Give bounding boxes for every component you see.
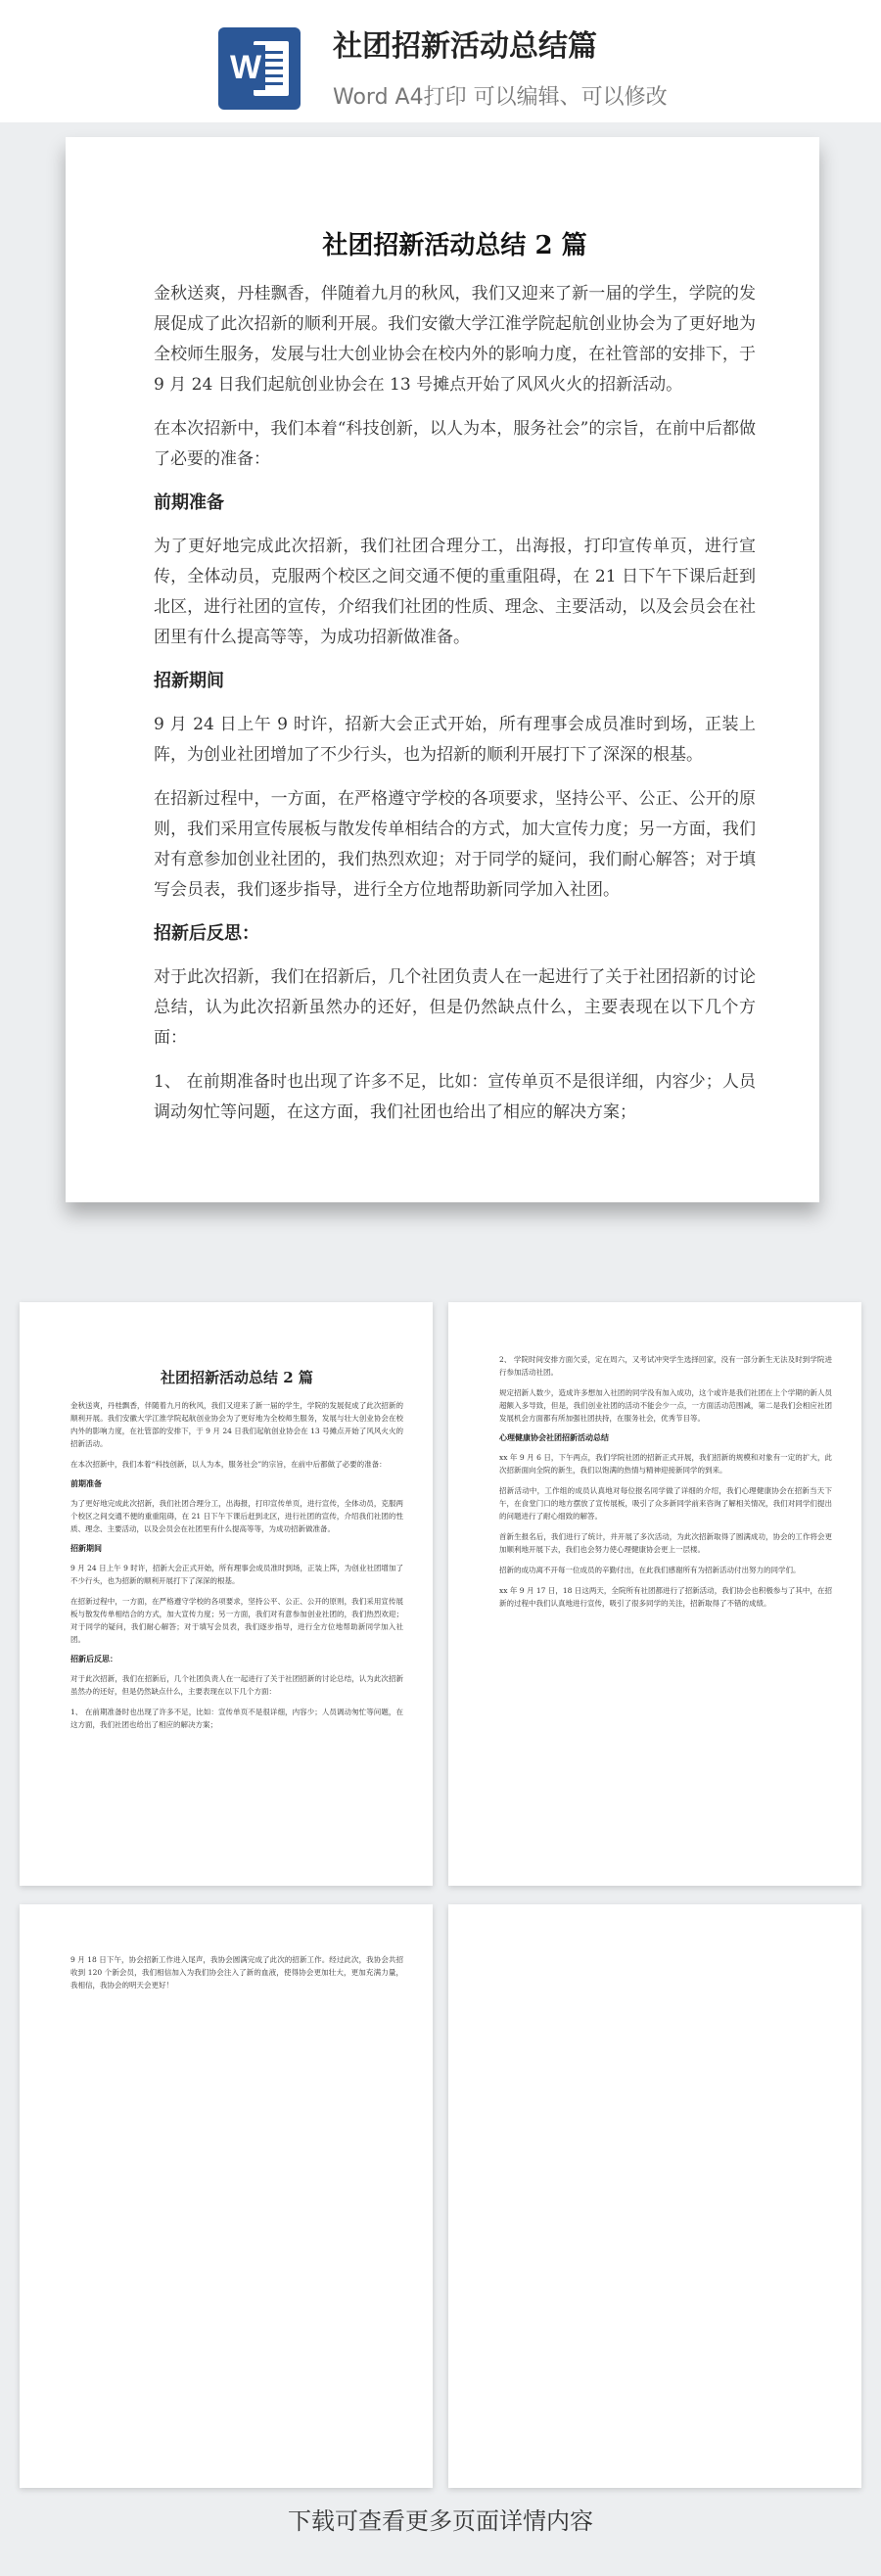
thumb-heading: 心理健康协会社团招新活动总结 bbox=[499, 1432, 609, 1442]
paragraph-during-1: 9 月 24 日上午 9 时许，招新大会正式开始，所有理事会成员准时到场，正装上阵，为创业社团增加了不少行头，也为招新的顺利开展打下了深深的根基。 bbox=[154, 715, 756, 765]
page-thumbnail-3[interactable] bbox=[20, 1904, 433, 2488]
thumb-paragraph: xx 年 9 月 6 日，下午两点，我们学院社团的招新正式开展，我们招新的规模和对象有一定的扩大，此次招新面向全院的新生，我们以饱满的热情与精神迎接新同学的到来。 bbox=[499, 1453, 832, 1475]
document-title: 社团招新活动总结 2 篇 bbox=[322, 231, 587, 260]
document-preview-page[interactable] bbox=[66, 137, 819, 1202]
download-more-link[interactable]: 下载可查看更多页面详情内容 bbox=[288, 2507, 593, 2535]
thumb-paragraph: xx 年 9 月 17 日，18 日这两天，全院所有社团都进行了招新活动，我们协会也积极参与了其中，在招新的过程中我们认真地进行宣传，吸引了很多同学的关注，招新取得了不错的成绩。 bbox=[499, 1586, 832, 1608]
thumb-title: 社团招新活动总结 2 篇 bbox=[161, 1369, 313, 1386]
paragraph-prep: 为了更好地完成此次招新，我们社团合理分工，出海报，打印宣传单页，进行宣传，全体动员，克服两个校区之间交通不便的重重阻碍，在 21 日下午下课后赶到北区，进行社团的宣传，介绍我们社团的性质、理念、主要活动，以及会员会在社团里有什么提高等等，为成功招新做准备。 bbox=[154, 537, 756, 647]
header-banner bbox=[0, 0, 881, 122]
thumb-paragraph: 招新活动中，工作组的成员认真地对每位报名同学做了详细的介绍，我们心理健康协会在招新当天下午，在食堂门口的地方摆放了宣传展板，吸引了众多新同学前来咨询了解相关情况，我们对同学们提出的问题进行了耐心细致的解答。 bbox=[499, 1486, 832, 1521]
heading-after: 招新后反思： bbox=[154, 923, 259, 944]
thumb-paragraph: 首新生报名后，我们进行了统计，并开展了多次活动，为此次招新取得了圆满成功，协会的工作将会更加顺利地开展下去，我们也会努力使心理健康协会更上一层楼。 bbox=[499, 1532, 832, 1554]
thumb-paragraph: 招新的成功离不开每一位成员的辛勤付出，在此我们感谢所有为招新活动付出努力的同学们。 bbox=[499, 1566, 801, 1574]
heading-during: 招新期间 bbox=[154, 671, 224, 691]
thumb-paragraph: 金秋送爽，丹桂飘香，伴随着九月的秋风，我们又迎来了新一届的学生，学院的发展促成了此次招新的顺利开展。我们安徽大学江淮学院起航创业协会为了更好地为全校师生服务，发展与壮大创业协会在校内外的影响力度，在社管部的安排下，于 9 月 24 日我们起航创业协会在 13 号摊点开始了风风火火的招新活动。 bbox=[70, 1401, 403, 1448]
word-icon bbox=[218, 27, 301, 110]
thumb-paragraph: 为了更好地完成此次招新，我们社团合理分工，出海报，打印宣传单页，进行宣传，全体动员，克服两个校区之间交通不便的重重阻碍，在 21 日下午下课后赶到北区，进行社团的宣传，介绍我们社团的性质、理念、主要活动，以及会员会在社团里有什么提高等等，为成功招新做准备。 bbox=[70, 1499, 403, 1533]
page-thumbnail-1[interactable] bbox=[20, 1302, 433, 1886]
thumb-paragraph: 在本次招新中，我们本着“科技创新，以人为本，服务社会”的宗旨，在前中后都做了必要的准备： bbox=[70, 1460, 387, 1469]
paragraph-intro-2: 在本次招新中，我们本着“科技创新，以人为本，服务社会”的宗旨，在前中后都做了必要的准备： bbox=[154, 419, 756, 469]
thumb-heading: 招新后反思： bbox=[70, 1654, 117, 1663]
word-logo-letter: W bbox=[226, 45, 265, 90]
page-subtitle: Word A4打印 可以编辑、可以修改 bbox=[333, 85, 668, 110]
thumb-paragraph: 2、 学院时间安排方面欠妥，定在周六，又考试冲突学生选择回家，没有一部分新生无法及时到学院进行参加活动社团。 bbox=[499, 1355, 832, 1377]
thumb-heading: 前期准备 bbox=[70, 1478, 102, 1488]
page-thumbnail-4[interactable] bbox=[448, 1904, 861, 2488]
paragraph-during-2: 在招新过程中，一方面，在严格遵守学校的各项要求，坚持公平、公正、公开的原则，我们采用宣传展板与散发传单相结合的方式，加大宣传力度；另一方面，我们对有意参加创业社团的，我们热烈欢迎；对于同学的疑问，我们耐心解答；对于填写会员表，我们逐步指导，进行全方位地帮助新同学加入社团。 bbox=[154, 789, 756, 900]
thumb-paragraph: 在招新过程中，一方面，在严格遵守学校的各项要求，坚持公平、公正、公开的原则，我们采用宣传展板与散发传单相结合的方式，加大宣传力度；另一方面，我们对有意参加创业社团的，我们热烈欢迎；对于同学的疑问，我们耐心解答；对于填写会员表，我们逐步指导，进行全方位地帮助新同学加入社团。 bbox=[70, 1597, 403, 1644]
thumb-paragraph: 对于此次招新，我们在招新后，几个社团负责人在一起进行了关于社团招新的讨论总结，认为此次招新虽然办的还好，但是仍然缺点什么，主要表现在以下几个方面： bbox=[70, 1674, 403, 1696]
heading-prep: 前期准备 bbox=[154, 492, 224, 513]
thumb-paragraph: 1、 在前期准备时也出现了许多不足，比如：宣传单页不是很详细，内容少；人员调动匆忙等问题，在这方面，我们社团也给出了相应的解决方案； bbox=[70, 1708, 403, 1729]
thumb-paragraph: 9 月 24 日上午 9 时许，招新大会正式开始，所有理事会成员准时到场，正装上阵，为创业社团增加了不少行头，也为招新的顺利开展打下了深深的根基。 bbox=[70, 1564, 403, 1585]
paragraph-intro-1: 金秋送爽，丹桂飘香，伴随着九月的秋风，我们又迎来了新一届的学生，学院的发展促成了此次招新的顺利开展。我们安徽大学江淮学院起航创业协会为了更好地为全校师生服务，发展与壮大创业协会在校内外的影响力度，在社管部的安排下，于 9 月 24 日我们起航创业协会在 13 号摊点开始了风风火火的招新活动。 bbox=[154, 284, 756, 395]
thumb-heading: 招新期间 bbox=[70, 1543, 102, 1553]
paragraph-after-1: 对于此次招新，我们在招新后，几个社团负责人在一起进行了关于社团招新的讨论总结，认为此次招新虽然办的还好，但是仍然缺点什么，主要表现在以下几个方面： bbox=[154, 967, 756, 1048]
thumb-paragraph: 规定招新人数少，造成许多想加入社团的同学没有加入成功，这个或许是我们社团在上个学期的新人员超额入多导致，但是，我们创业社团的活动不能会少一点，一方面活动范围减，第二是我们会相应社团发展机会方面都有所加强社团扶持，在服务社会，优秀节目等。 bbox=[499, 1388, 832, 1423]
page-title: 社团招新活动总结篇 bbox=[333, 29, 597, 64]
page-thumbnail-2[interactable] bbox=[448, 1302, 861, 1886]
paragraph-after-2: 1、 在前期准备时也出现了许多不足，比如：宣传单页不是很详细，内容少；人员调动匆忙等问题，在这方面，我们社团也给出了相应的解决方案； bbox=[154, 1072, 756, 1122]
thumb-paragraph: 9 月 18 日下午，协会招新工作进入尾声，我协会圆满完成了此次的招新工作。经过此次，我协会共招收到 120 个新会员，我们相信加入为我们协会注入了新的血液，使得协会更加壮大，更加充满力量，我相信，我协会的明天会更好！ bbox=[70, 1955, 403, 1990]
